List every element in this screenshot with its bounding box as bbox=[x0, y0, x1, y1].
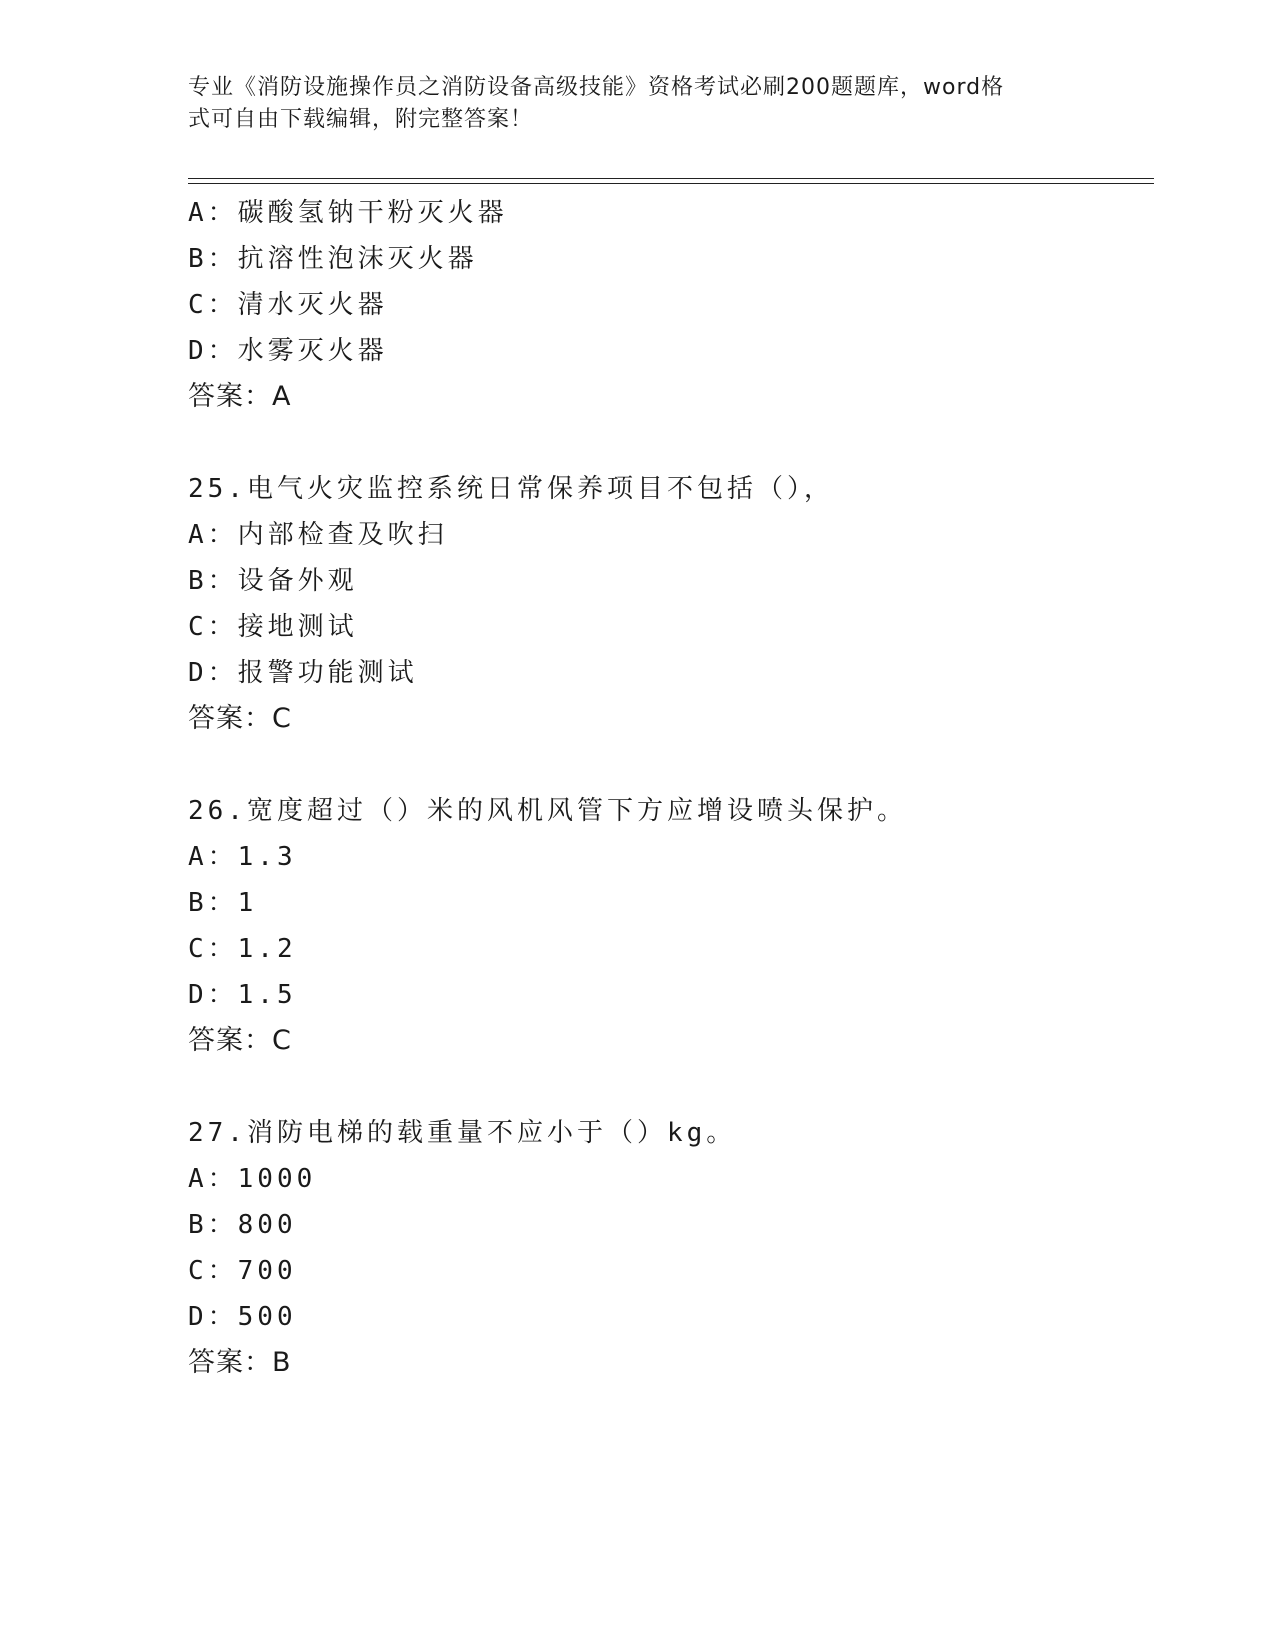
question-block-25 bbox=[188, 466, 1154, 742]
spacer bbox=[188, 1064, 1154, 1110]
header-line-1: 专业《消防设施操作员之消防设备高级技能》资格考试必刷200题题库，word格 bbox=[188, 75, 1005, 100]
question-text: 25.电气火灾监控系统日常保养项目不包括（）， bbox=[188, 474, 834, 504]
header-divider bbox=[188, 178, 1154, 184]
header-line-2: 式可自由下载编辑，附完整答案！ bbox=[188, 107, 534, 132]
option-a: A：1.3 bbox=[188, 842, 297, 872]
option-b: B：800 bbox=[188, 1210, 297, 1240]
spacer bbox=[188, 420, 1154, 466]
option-c: C：接地测试 bbox=[188, 612, 358, 642]
option-a: A：1000 bbox=[188, 1164, 317, 1194]
option-d: D：水雾灭火器 bbox=[188, 336, 388, 366]
spacer bbox=[188, 742, 1154, 788]
answer-line: 答案：A bbox=[188, 381, 292, 412]
question-block-partial bbox=[188, 190, 1154, 420]
option-c: C：700 bbox=[188, 1256, 297, 1286]
option-d: D：报警功能测试 bbox=[188, 658, 418, 688]
question-block-27 bbox=[188, 1110, 1154, 1386]
question-list bbox=[188, 190, 1154, 1386]
option-d: D：500 bbox=[188, 1302, 297, 1332]
answer-line: 答案：C bbox=[188, 703, 292, 734]
question-text: 27.消防电梯的载重量不应小于（）kg。 bbox=[188, 1118, 737, 1148]
option-c: C：清水灭火器 bbox=[188, 290, 388, 320]
option-b: B：1 bbox=[188, 888, 258, 918]
question-block-26 bbox=[188, 788, 1154, 1064]
option-a: A：内部检查及吹扫 bbox=[188, 520, 448, 550]
answer-line: 答案：B bbox=[188, 1347, 292, 1378]
question-text: 26.宽度超过（）米的风机风管下方应增设喷头保护。 bbox=[188, 796, 907, 826]
option-b: B：设备外观 bbox=[188, 566, 358, 596]
document-header bbox=[188, 72, 1088, 136]
option-b: B：抗溶性泡沫灭火器 bbox=[188, 244, 478, 274]
option-c: C：1.2 bbox=[188, 934, 297, 964]
option-a: A：碳酸氢钠干粉灭火器 bbox=[188, 198, 508, 228]
answer-line: 答案：C bbox=[188, 1025, 292, 1056]
option-d: D：1.5 bbox=[188, 980, 297, 1010]
